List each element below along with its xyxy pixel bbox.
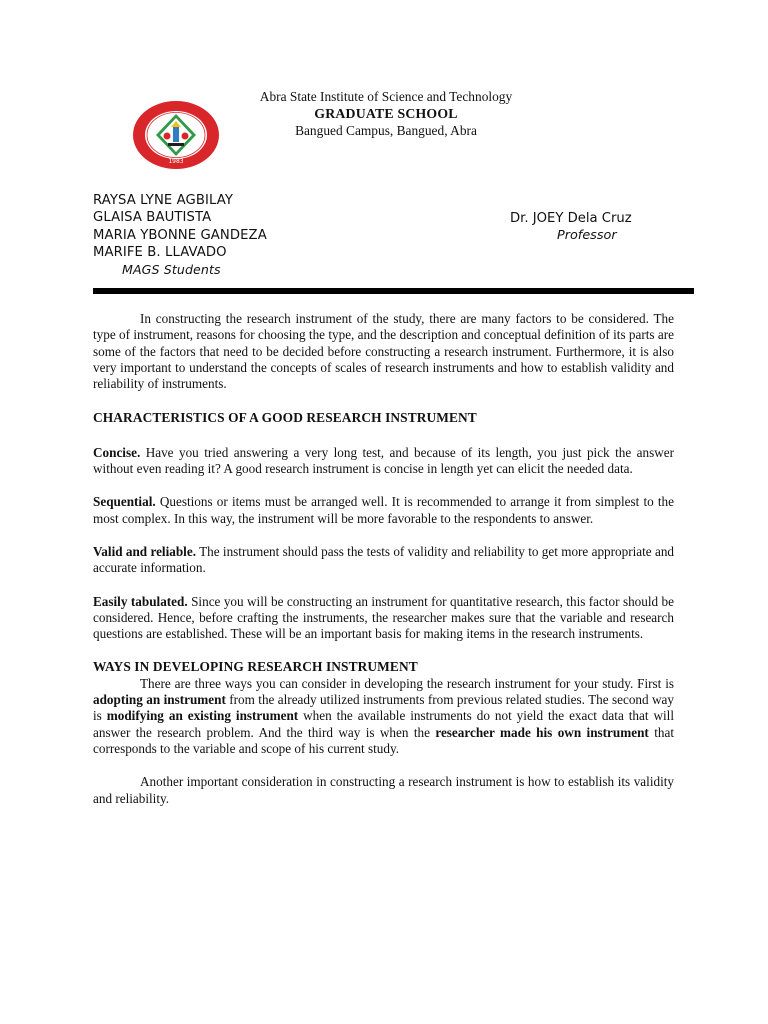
document-body <box>93 311 674 807</box>
ways-text: There are three ways you can consider in developing the research instrument for your study. First is <box>140 675 674 691</box>
ways-emphasis: modifying an existing instrument <box>106 708 299 724</box>
students-label: MAGS Students <box>122 262 221 278</box>
horizontal-rule <box>93 288 694 294</box>
validity-paragraph: Another important consideration in constructing a research instrument is how to establish its validity and reliability. <box>93 774 674 806</box>
professor-role: Professor <box>557 228 617 244</box>
ways-emphasis: researcher made his own instrument <box>435 724 649 740</box>
school-name: GRADUATE SCHOOL <box>314 106 458 121</box>
student-list <box>93 192 267 278</box>
section-heading-characteristics: CHARACTERISTICS OF A GOOD RESEARCH INSTRUMENT <box>93 410 477 426</box>
characteristic-sequential <box>93 494 674 527</box>
ways-emphasis: adopting an instrument <box>93 692 226 708</box>
ways-text: from the already utilized instruments from previous related studies. The second way is <box>93 692 674 724</box>
professor-block <box>510 210 632 245</box>
seal-year: 1983 <box>168 158 184 165</box>
characteristic-easily-tabulated <box>93 594 674 643</box>
characteristic-text: Questions or items must be arranged well. It is recommended to arrange it from simplest to the most complex. In this way, the instrument will be more favorable to the respondents to answer. <box>93 494 674 526</box>
characteristic-concise <box>93 445 674 478</box>
letterhead <box>200 88 572 139</box>
professor-name: Dr. JOEY Dela Cruz <box>510 211 632 226</box>
campus-name: Bangued Campus, Bangued, Abra <box>295 123 477 138</box>
characteristic-text: Have you tried answering a very long test, and because of its length, you just pick the answer without even reading it? A good research instrument is concise in length yet can elicit the needed data. <box>93 444 674 477</box>
characteristic-valid-reliable <box>93 544 674 577</box>
student-name: GLAISA BAUTISTA <box>93 210 212 226</box>
student-name: RAYSA LYNE AGBILAY <box>93 193 233 208</box>
characteristic-term: Easily tabulated. <box>93 593 188 609</box>
ways-text: when the available instruments do not yield the exact data that will answer the research problem. And the third way is when the <box>93 708 674 740</box>
characteristic-term: Valid and reliable. <box>93 543 197 559</box>
characteristic-term: Sequential. <box>93 494 156 510</box>
characteristic-text: Since you will be constructing an instrument for quantitative research, this factor should be considered. Hence, before crafting the instruments, the researcher makes sure that the variable and research questions are established. These will be an important basis for making items in the research instruments. <box>93 593 675 642</box>
characteristic-term: Concise. <box>93 444 141 460</box>
student-name: MARIFE B. LLAVADO <box>93 244 227 260</box>
institution-name: Abra State Institute of Science and Technology <box>259 89 513 104</box>
ways-paragraph <box>93 676 674 757</box>
student-name: MARIA YBONNE GANDEZA <box>93 227 267 243</box>
section-heading-ways: WAYS IN DEVELOPING RESEARCH INSTRUMENT <box>93 659 418 675</box>
characteristic-text: The instrument should pass the tests of validity and reliability to get more appropriate and accurate information. <box>93 543 675 576</box>
intro-paragraph: In constructing the research instrument of the study, there are many factors to be considered. The type of instrument, reasons for choosing the type, and the description and conceptual definition of its parts are some of the factors that need to be decided before constructing a research instrument. Furthermore, it is also very important to understand the concepts of scales of research instruments and how to establish validity and reliability of instruments. <box>93 311 674 392</box>
ways-text: that corresponds to the variable and scope of his current study. <box>93 724 674 756</box>
